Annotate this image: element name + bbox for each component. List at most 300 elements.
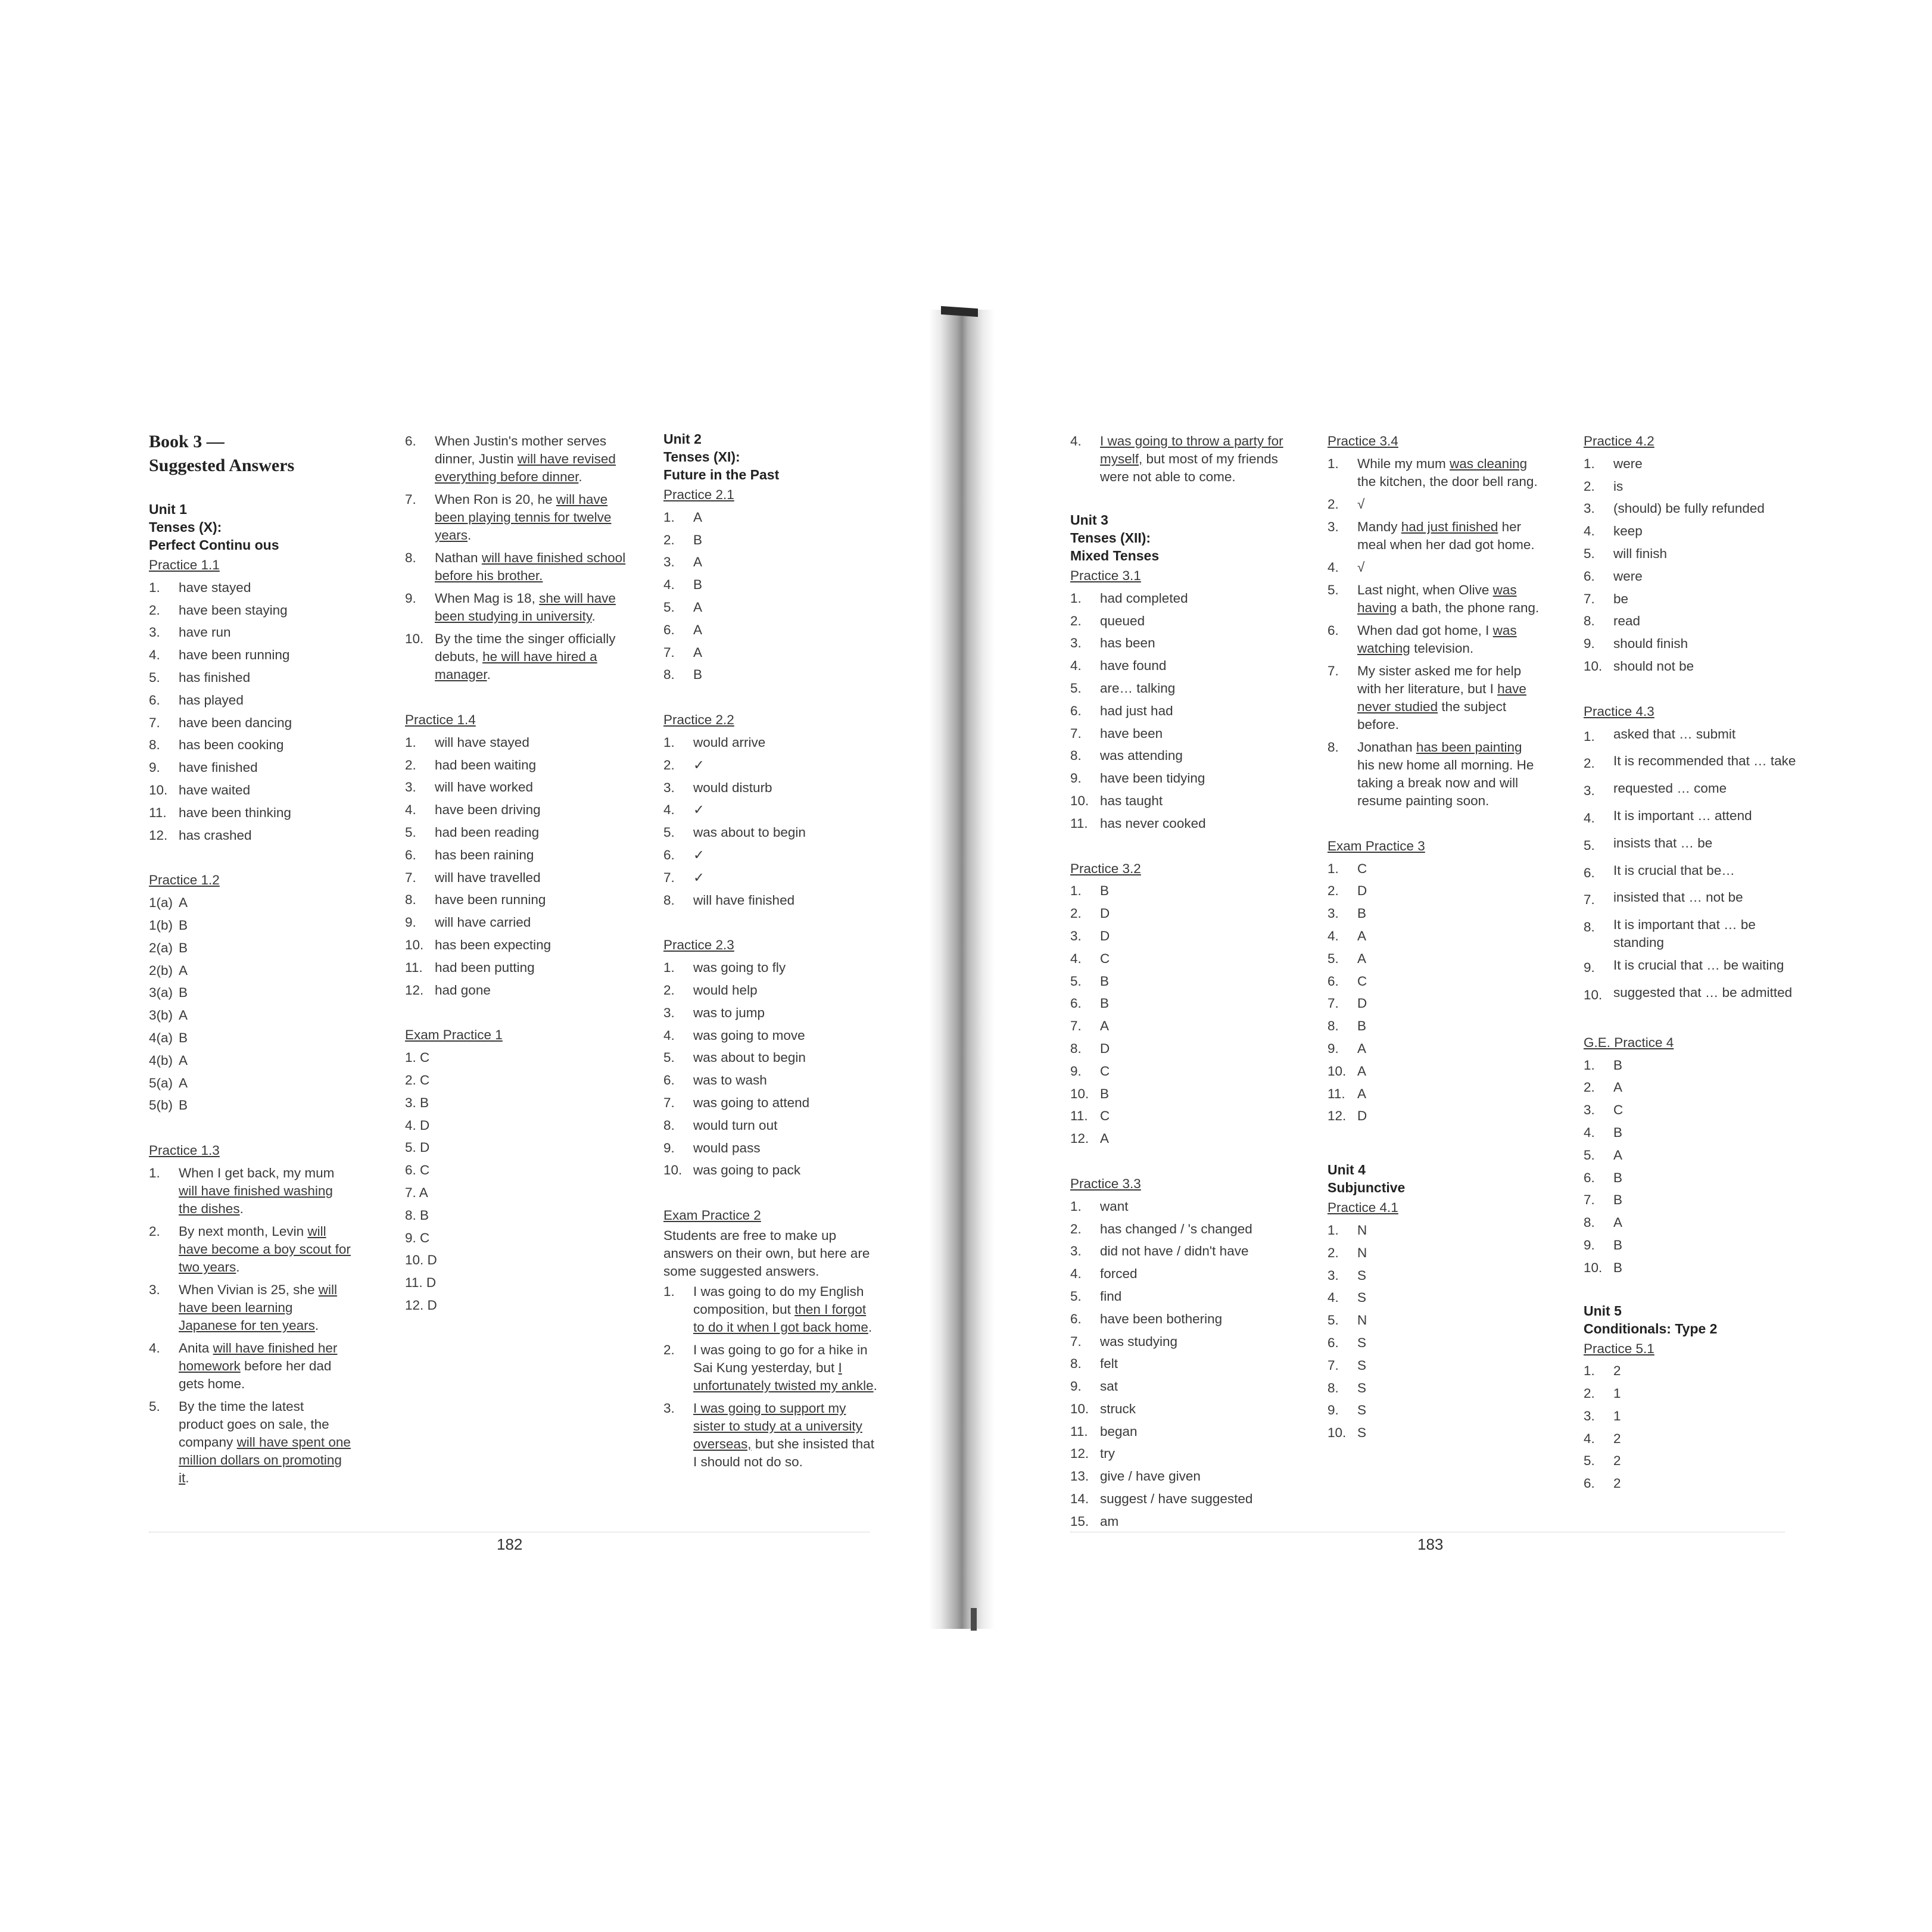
item-answer: A: [693, 554, 703, 570]
exam-practice-3-list: [1328, 858, 1542, 1128]
sentence-item: [1328, 619, 1542, 660]
exam-practice-2-intro: Students are free to make up answers on their own, but here are some suggested answers.: [663, 1227, 870, 1279]
underlined-answer: has been painting: [1416, 739, 1522, 755]
unit-5-title: Unit 5 Conditionals: Type 2: [1584, 1302, 1718, 1336]
item-number: 7.: [1584, 591, 1595, 606]
item-answer: S: [1357, 1357, 1367, 1373]
item-number: 3.: [1584, 783, 1595, 799]
item-answer: queued: [1100, 613, 1145, 628]
item-number: 11.: [149, 805, 167, 820]
item-number: 4.: [1070, 434, 1082, 448]
item-sentence: [179, 1279, 351, 1337]
list-item: 4. D: [405, 1117, 430, 1133]
item-number: 5.: [1584, 837, 1595, 853]
item-answer: A: [1100, 1131, 1110, 1146]
item-number: 3.: [663, 554, 675, 570]
item-answer: ✓: [693, 802, 705, 818]
item-number: 1.: [1328, 861, 1339, 876]
list-item: [149, 621, 351, 644]
sentence-item: [405, 547, 631, 587]
item-answer: B: [693, 577, 703, 593]
item-answer: N: [1357, 1313, 1367, 1328]
item-answer: had just had: [1100, 703, 1173, 718]
list-item: [1070, 1127, 1285, 1150]
item-number: 4.: [1584, 1431, 1595, 1446]
practice-1-4-heading: Practice 1.4: [405, 712, 476, 727]
item-answer: were: [1613, 568, 1643, 584]
item-answer: B: [1613, 1192, 1623, 1208]
list-item: [405, 776, 631, 799]
practice-1-2-list: [149, 892, 351, 1117]
item-number: 1.: [1070, 883, 1082, 899]
underlined-answer: I was going to support my sister to study at a university overseas,: [693, 1400, 862, 1451]
item-answer: forced: [1100, 1266, 1138, 1282]
sentence-text: When Justin's mother serves dinner, Justin: [435, 434, 607, 466]
item-answer: was to wash: [693, 1073, 767, 1088]
underlined-answer: I was going to throw a party for myself,: [1100, 434, 1283, 466]
item-answer: have been: [1100, 725, 1163, 741]
sentence-text: Anita: [179, 1340, 213, 1355]
item-number: 10.: [1070, 1086, 1089, 1101]
item-answer: S: [1357, 1335, 1367, 1350]
list-item: [1070, 1398, 1285, 1420]
item-number: 1(b): [149, 917, 173, 933]
sentence-item: [149, 1395, 351, 1489]
sentence-text: .: [868, 1319, 872, 1335]
item-number: 8.: [663, 1117, 675, 1133]
list-item: [149, 937, 351, 959]
item-answer: D: [1357, 883, 1367, 899]
list-item: 11. D: [405, 1275, 437, 1291]
practice-3-4-heading: Practice 3.4: [1328, 434, 1398, 448]
list-item: 12. D: [405, 1297, 437, 1313]
underlined-answer: will have been playing tennis for twelve years: [435, 492, 612, 543]
item-sentence: [435, 587, 631, 628]
list-item: [1328, 1264, 1542, 1287]
list-item: [1070, 1218, 1285, 1241]
item-number: 11.: [1070, 1108, 1088, 1124]
list-item: [1070, 1510, 1285, 1533]
list-item: [1070, 992, 1285, 1015]
item-number: 2.: [1070, 1221, 1082, 1236]
sentence-text: .: [468, 528, 472, 543]
item-number: 5(b): [149, 1098, 173, 1113]
item-answer: C: [1100, 951, 1110, 966]
item-number: 6.: [149, 692, 160, 708]
list-item: 7. A: [405, 1185, 428, 1200]
item-number: 5.: [663, 599, 675, 615]
list-item: [663, 529, 878, 551]
item-answer: S: [1357, 1380, 1367, 1395]
list-item: [1070, 1488, 1285, 1510]
item-answer: B: [1100, 883, 1110, 899]
item-answer: have been dancing: [179, 715, 292, 730]
list-item: [1584, 610, 1798, 632]
list-item: [405, 934, 631, 956]
item-answer: B: [179, 1098, 188, 1113]
item-answer: A: [1613, 1215, 1623, 1230]
item-number: 5.: [1584, 546, 1595, 561]
list-item: [663, 619, 878, 641]
item-number: 8.: [1328, 1018, 1339, 1034]
item-number: 6.: [1584, 1476, 1595, 1491]
item-sentence: [435, 547, 631, 587]
list-item: [1584, 1189, 1798, 1211]
list-item: [1584, 914, 1798, 954]
item-answer: B: [179, 1030, 188, 1045]
unit-1-title: Unit 1 Tenses (X): Perfect Continu ous: [149, 501, 279, 553]
item-number: 3.: [149, 1282, 160, 1297]
item-number: 2.: [149, 1223, 160, 1239]
column-5: [1328, 430, 1542, 1444]
item-number: 5.: [1328, 582, 1339, 597]
item-answer: suggested that … be admitted: [1613, 984, 1793, 1000]
sentence-text: Mandy: [1357, 519, 1401, 534]
sentence-item: [1328, 516, 1542, 556]
item-number: 2.: [1584, 1386, 1595, 1401]
list-item: [405, 956, 631, 979]
item-number: 2(a): [149, 940, 173, 955]
list-item: [1328, 1060, 1542, 1083]
item-number: 10.: [405, 631, 424, 646]
sentence-text: I was going to do my English composition, but: [693, 1283, 864, 1317]
item-number: 7.: [1070, 1018, 1082, 1034]
list-item: [1070, 1420, 1285, 1443]
item-number: 10.: [405, 937, 424, 952]
item-answer: want: [1100, 1198, 1129, 1214]
item-number: 5.: [1070, 680, 1082, 696]
item-answer: read: [1613, 613, 1641, 629]
item-number: 7.: [149, 715, 160, 730]
item-sentence: [693, 1397, 878, 1473]
column-3: [663, 430, 878, 1473]
item-number: 3.: [663, 1400, 675, 1416]
item-answer: A: [693, 509, 703, 525]
underlined-answer: was cleaning: [1450, 456, 1528, 471]
item-answer: B: [1100, 1086, 1110, 1101]
sentence-item: [149, 1337, 351, 1395]
item-number: 11.: [1070, 1423, 1088, 1439]
item-number: 11.: [1070, 815, 1088, 831]
item-number: 5.: [1070, 973, 1082, 989]
item-number: 7.: [663, 644, 675, 660]
sentence-text: My sister asked me for help with her literature, but I: [1357, 663, 1522, 696]
sentence-item: [405, 488, 631, 547]
sentence-text: While my mum: [1357, 456, 1450, 471]
practice-1-1-list: [149, 577, 351, 847]
list-item: [149, 1094, 351, 1117]
practice-2-2-heading: Practice 2.2: [663, 712, 734, 728]
item-answer: S: [1357, 1403, 1367, 1418]
list-item: [1328, 902, 1542, 925]
item-sentence: [693, 1280, 878, 1339]
sentence-item: [1328, 556, 1542, 579]
item-number: 4(a): [149, 1030, 173, 1045]
sentence-item: [149, 1220, 351, 1279]
item-number: 9.: [1584, 636, 1595, 652]
item-number: 5.: [663, 1050, 675, 1065]
item-answer: have finished: [179, 760, 258, 775]
item-number: 10.: [1584, 1260, 1603, 1275]
item-sentence: [179, 1337, 351, 1395]
list-item: [663, 731, 878, 754]
item-answer: B: [693, 532, 703, 547]
item-number: 9.: [149, 760, 160, 775]
item-answer: will finish: [1613, 546, 1668, 561]
item-answer: B: [693, 667, 703, 683]
item-answer: have stayed: [179, 579, 251, 595]
practice-4-1-heading: Practice 4.1: [1328, 1200, 1398, 1216]
practice-2-2-list: [663, 731, 878, 911]
item-answer: 2: [1613, 1363, 1621, 1379]
sentence-text: Nathan: [435, 550, 482, 565]
item-number: 10.: [1584, 658, 1603, 674]
list-item: [1328, 1015, 1542, 1037]
underlined-answer: will have finished her homework: [179, 1340, 338, 1373]
item-number: 6.: [405, 847, 416, 862]
item-answer: was going to move: [693, 1027, 805, 1043]
list-item: [1584, 1076, 1798, 1099]
sentence-text: his new home all morning. He taking a break now and will resume painting soon.: [1357, 757, 1534, 808]
item-answer: will have carried: [435, 915, 531, 930]
item-answer: have run: [179, 625, 231, 640]
list-item: [1328, 1219, 1542, 1242]
item-number: 11.: [1328, 1086, 1345, 1101]
list-item: [149, 802, 351, 824]
exam-practice-2-heading: Exam Practice 2: [663, 1208, 761, 1223]
item-answer: insisted that … not be: [1613, 890, 1743, 905]
practice-3-2-heading: Practice 3.2: [1070, 861, 1141, 876]
item-answer: A: [179, 895, 188, 911]
item-number: 4.: [1584, 1124, 1595, 1140]
item-answer: has crashed: [179, 827, 252, 843]
item-number: 10.: [1328, 1063, 1347, 1079]
item-answer: has been: [1100, 635, 1155, 651]
item-number: 4.: [1070, 1266, 1082, 1282]
item-number: 9.: [405, 915, 416, 930]
list-item: [663, 596, 878, 619]
list-item: [1328, 925, 1542, 948]
page-number-right: 183: [1417, 1535, 1444, 1553]
list-item: [663, 551, 878, 574]
item-number: 9.: [1070, 771, 1082, 786]
underlined-answer: will have become a boy scout for two years: [179, 1223, 351, 1275]
item-number: 12.: [1070, 1446, 1089, 1462]
item-answer: have waited: [179, 782, 251, 797]
item-number: 2.: [1328, 496, 1339, 512]
list-item: [663, 1092, 878, 1114]
list-item: [149, 666, 351, 689]
item-answer: C: [1100, 1108, 1110, 1124]
sentence-text: her meal when her dad got home.: [1357, 519, 1535, 552]
item-number: 12.: [149, 827, 168, 843]
exam-practice-1-list: [405, 1046, 631, 1317]
item-number: 10.: [1070, 793, 1089, 808]
item-number: 8.: [1328, 1380, 1339, 1395]
sentence-item: [149, 1162, 351, 1220]
item-number: 6.: [1584, 568, 1595, 584]
practice-1-3-list-part1: [149, 1162, 351, 1489]
item-number: 3.: [1328, 519, 1339, 534]
item-answer: was attending: [1100, 748, 1183, 764]
underlined-answer: will have revised everything before dinner: [435, 451, 616, 484]
list-item: [1584, 1054, 1798, 1077]
item-number: 10.: [1328, 1425, 1347, 1441]
list-item: [1328, 1399, 1542, 1422]
exam-practice-3-heading: Exam Practice 3: [1328, 838, 1425, 853]
item-answer: would pass: [693, 1140, 761, 1155]
sentence-text: Last night, when Olive: [1357, 582, 1493, 597]
item-number: 4.: [663, 1027, 675, 1043]
item-answer: has been raining: [435, 847, 534, 862]
item-answer: would arrive: [693, 734, 766, 750]
item-number: 4.: [1070, 658, 1082, 674]
item-answer: B: [1613, 1170, 1623, 1185]
list-item: [1070, 610, 1285, 632]
column-1: [149, 430, 351, 1489]
item-answer: A: [179, 1075, 188, 1090]
list-item: [1584, 1121, 1798, 1144]
sentence-item: [1328, 579, 1542, 619]
item-answer: have been bothering: [1100, 1311, 1223, 1326]
sentence-item: [663, 1397, 878, 1473]
sentence-text: .: [239, 1201, 244, 1216]
list-item: [1070, 1083, 1285, 1105]
item-number: 2.: [405, 757, 416, 772]
list-item: [149, 959, 351, 982]
list-item: [1584, 777, 1798, 805]
gutter-shadow-bottom: [971, 1608, 977, 1631]
item-number: 12.: [1328, 1108, 1347, 1124]
unit-4-title: Unit 4 Subjunctive: [1328, 1162, 1406, 1196]
sentence-text: √: [1357, 496, 1365, 512]
item-number: 4.: [405, 802, 416, 818]
item-number: 8.: [149, 737, 160, 753]
exam-practice-2-list-part1: [663, 1280, 878, 1473]
item-answer: would disturb: [693, 780, 772, 795]
list-item: 9. C: [405, 1230, 430, 1245]
underlined-answer: have never studied: [1357, 681, 1526, 714]
item-number: 1(a): [149, 895, 173, 911]
item-number: 4.: [663, 577, 675, 593]
item-number: 3.: [1584, 1102, 1595, 1118]
book-title: Book 3 — Suggested Answers: [149, 432, 295, 475]
item-answer: B: [1357, 1018, 1367, 1034]
item-answer: had been reading: [435, 824, 540, 840]
practice-2-1-heading: Practice 2.1: [663, 487, 734, 502]
item-number: 4.: [1584, 523, 1595, 539]
item-answer: felt: [1100, 1356, 1118, 1372]
list-item: [663, 867, 878, 889]
sentence-item: [405, 587, 631, 628]
item-number: 4.: [1328, 928, 1339, 943]
item-number: 2(b): [149, 962, 173, 978]
list-item: 3. B: [405, 1095, 429, 1110]
sentence-item: [405, 628, 631, 686]
list-item: [1584, 588, 1798, 610]
item-answer: insists that … be: [1613, 835, 1713, 850]
list-item: [1070, 1060, 1285, 1083]
item-answer: was about to begin: [693, 825, 806, 840]
practice-2-3-list: [663, 956, 878, 1182]
sentence-text: .: [185, 1470, 189, 1485]
item-answer: A: [693, 622, 703, 637]
underlined-answer: then I forgot to do it when I got back home: [693, 1301, 868, 1335]
list-item: [149, 1049, 351, 1072]
underlined-answer: had just finished: [1401, 519, 1498, 534]
list-item: [1584, 1257, 1798, 1279]
practice-5-1-heading: Practice 5.1: [1584, 1341, 1654, 1356]
list-item: [1584, 497, 1798, 520]
list-item: [663, 821, 878, 844]
sentence-text: When Mag is 18,: [435, 591, 540, 606]
item-answer: keep: [1613, 523, 1643, 539]
item-answer: have been running: [179, 647, 290, 663]
practice-4-3-heading: Practice 4.3: [1584, 703, 1654, 719]
list-item: [663, 1024, 878, 1047]
list-item: [1584, 1144, 1798, 1167]
list-item: 6. C: [405, 1163, 430, 1178]
list-item: [149, 1027, 351, 1049]
item-answer: was going to pack: [693, 1163, 801, 1178]
item-answer: B: [1100, 973, 1110, 989]
item-number: 5.: [149, 1398, 160, 1414]
item-number: 4.: [1070, 951, 1082, 966]
exam-practice-2-list-part2: [1070, 430, 1285, 488]
item-number: 1.: [1584, 1363, 1595, 1379]
item-number: 6.: [405, 434, 416, 448]
item-number: 1.: [1070, 1198, 1082, 1214]
practice-2-1-list: [663, 506, 878, 686]
item-answer: B: [179, 917, 188, 933]
column-6: [1584, 430, 1798, 1495]
list-item: [1584, 750, 1798, 777]
list-item: [149, 577, 351, 599]
list-item: [1328, 1105, 1542, 1127]
list-item: [1070, 1240, 1285, 1263]
list-item: [1584, 1428, 1798, 1450]
item-number: 9.: [1070, 1063, 1082, 1079]
item-answer: was studying: [1100, 1333, 1178, 1349]
item-answer: be: [1613, 591, 1629, 606]
item-number: 8.: [405, 892, 416, 908]
item-number: 3.: [1584, 501, 1595, 516]
list-item: [1328, 992, 1542, 1015]
list-item: [149, 1072, 351, 1095]
item-number: 4.: [1328, 1290, 1339, 1305]
list-item: [1070, 1015, 1285, 1037]
item-sentence: [435, 430, 631, 488]
item-number: 11.: [405, 959, 423, 975]
item-number: 5.: [149, 669, 160, 685]
item-answer: B: [179, 985, 188, 1001]
item-answer: suggest / have suggested: [1100, 1491, 1253, 1507]
list-item: [1070, 925, 1285, 948]
item-answer: should finish: [1613, 636, 1688, 652]
item-answer: has never cooked: [1100, 815, 1206, 831]
item-answer: would turn out: [693, 1117, 778, 1133]
item-answer: B: [179, 940, 188, 955]
item-number: 1.: [149, 1165, 160, 1180]
item-number: 3.: [1328, 1267, 1339, 1283]
item-answer: S: [1357, 1290, 1367, 1305]
list-item: [663, 979, 878, 1002]
item-number: 3(a): [149, 985, 173, 1001]
item-number: 3(b): [149, 1008, 173, 1023]
item-number: 4(b): [149, 1052, 173, 1068]
item-number: 7.: [1328, 996, 1339, 1011]
item-number: 1.: [1584, 1057, 1595, 1073]
